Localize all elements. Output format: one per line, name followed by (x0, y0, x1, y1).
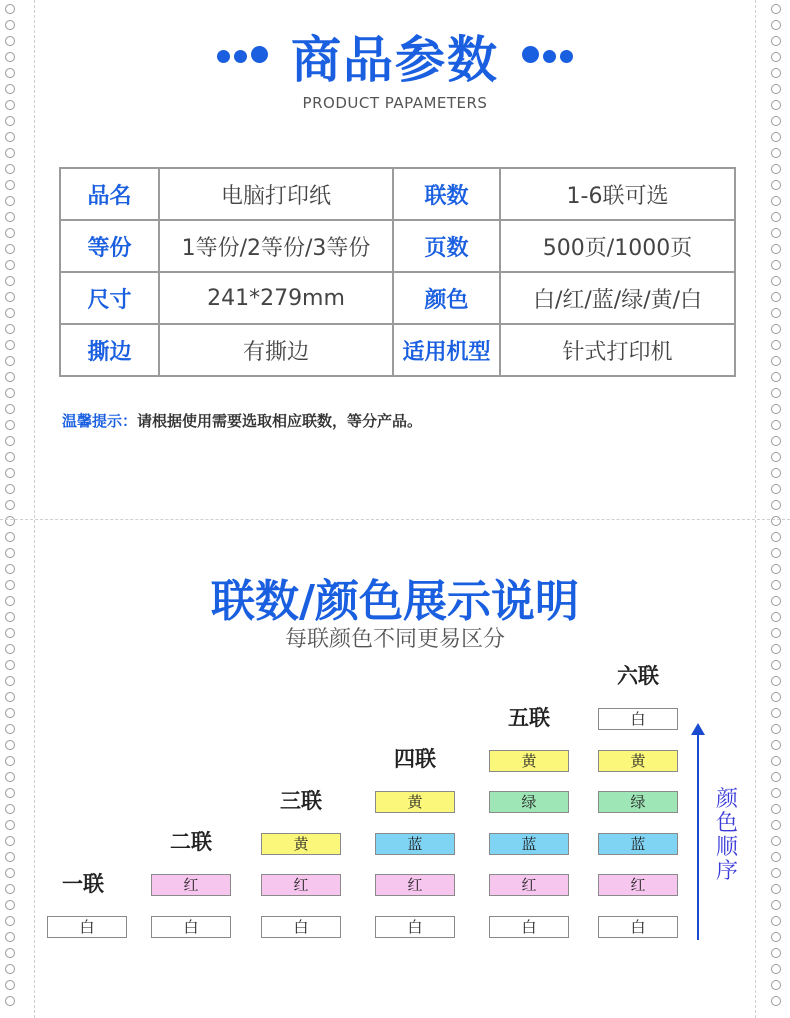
column-label: 一联 (62, 872, 104, 896)
column-label: 二联 (170, 830, 212, 854)
arrow-shaft (697, 730, 699, 940)
param-key: 联数 (393, 168, 500, 220)
page-subtitle: PRODUCT PAPAMETERS (302, 94, 488, 112)
param-value: 有撕边 (159, 324, 393, 376)
color-sheet: 红 (261, 874, 341, 896)
perforation-left (34, 0, 35, 1018)
color-sheet: 蓝 (598, 833, 678, 855)
color-sheet: 红 (151, 874, 231, 896)
section-divider (0, 519, 790, 520)
param-value: 电脑打印纸 (159, 168, 393, 220)
perforation-right (755, 0, 756, 1018)
color-sheet: 绿 (489, 791, 569, 813)
param-value: 1-6联可选 (500, 168, 735, 220)
header (0, 20, 790, 92)
section-title: 联数/颜色展示说明 (210, 576, 580, 627)
color-sheet: 黄 (261, 833, 341, 855)
color-sheet: 黄 (489, 750, 569, 772)
color-sheet: 白 (47, 916, 127, 938)
params-table (59, 167, 736, 377)
column-label: 五联 (508, 706, 550, 730)
color-sheet: 红 (489, 874, 569, 896)
color-sheet: 黄 (375, 791, 455, 813)
color-sheet: 白 (598, 916, 678, 938)
param-key: 适用机型 (393, 324, 500, 376)
param-key: 颜色 (393, 272, 500, 324)
color-sheet: 蓝 (489, 833, 569, 855)
param-value: 500页/1000页 (500, 220, 735, 272)
param-value: 241*279mm (159, 272, 393, 324)
table-row (60, 272, 735, 324)
column-label: 三联 (280, 789, 322, 813)
color-sheet: 红 (598, 874, 678, 896)
tip-note (62, 410, 422, 431)
section-subtitle: 每联颜色不同更易区分 (284, 627, 505, 652)
param-key: 尺寸 (60, 272, 159, 324)
column-label: 六联 (617, 664, 659, 688)
param-key: 页数 (393, 220, 500, 272)
param-value: 白/红/蓝/绿/黄/白 (500, 272, 735, 324)
table-row (60, 220, 735, 272)
param-key: 撕边 (60, 324, 159, 376)
column-label: 四联 (394, 747, 436, 771)
color-sheet: 蓝 (375, 833, 455, 855)
tractor-holes-left (5, 0, 19, 1018)
dots-icon-right (520, 46, 575, 67)
color-sheet: 白 (151, 916, 231, 938)
param-key: 等份 (60, 220, 159, 272)
color-sheet: 白 (261, 916, 341, 938)
param-value: 1等份/2等份/3等份 (159, 220, 393, 272)
table-row (60, 168, 735, 220)
tip-text: 请根据使用需要选取相应联数，等分产品。 (137, 412, 423, 430)
color-sheet: 白 (375, 916, 455, 938)
color-sheet: 绿 (598, 791, 678, 813)
tractor-holes-right (771, 0, 785, 1018)
param-key: 品名 (60, 168, 159, 220)
color-sheet: 红 (375, 874, 455, 896)
color-sheet: 白 (489, 916, 569, 938)
color-sheet: 黄 (598, 750, 678, 772)
tip-label: 温馨提示： (62, 412, 138, 430)
param-value: 针式打印机 (500, 324, 735, 376)
table-row (60, 324, 735, 376)
color-sheet: 白 (598, 708, 678, 730)
color-order-label: 颜色顺序 (715, 787, 738, 884)
dots-icon-left (215, 46, 270, 67)
page-title: 商品参数 (291, 31, 499, 89)
